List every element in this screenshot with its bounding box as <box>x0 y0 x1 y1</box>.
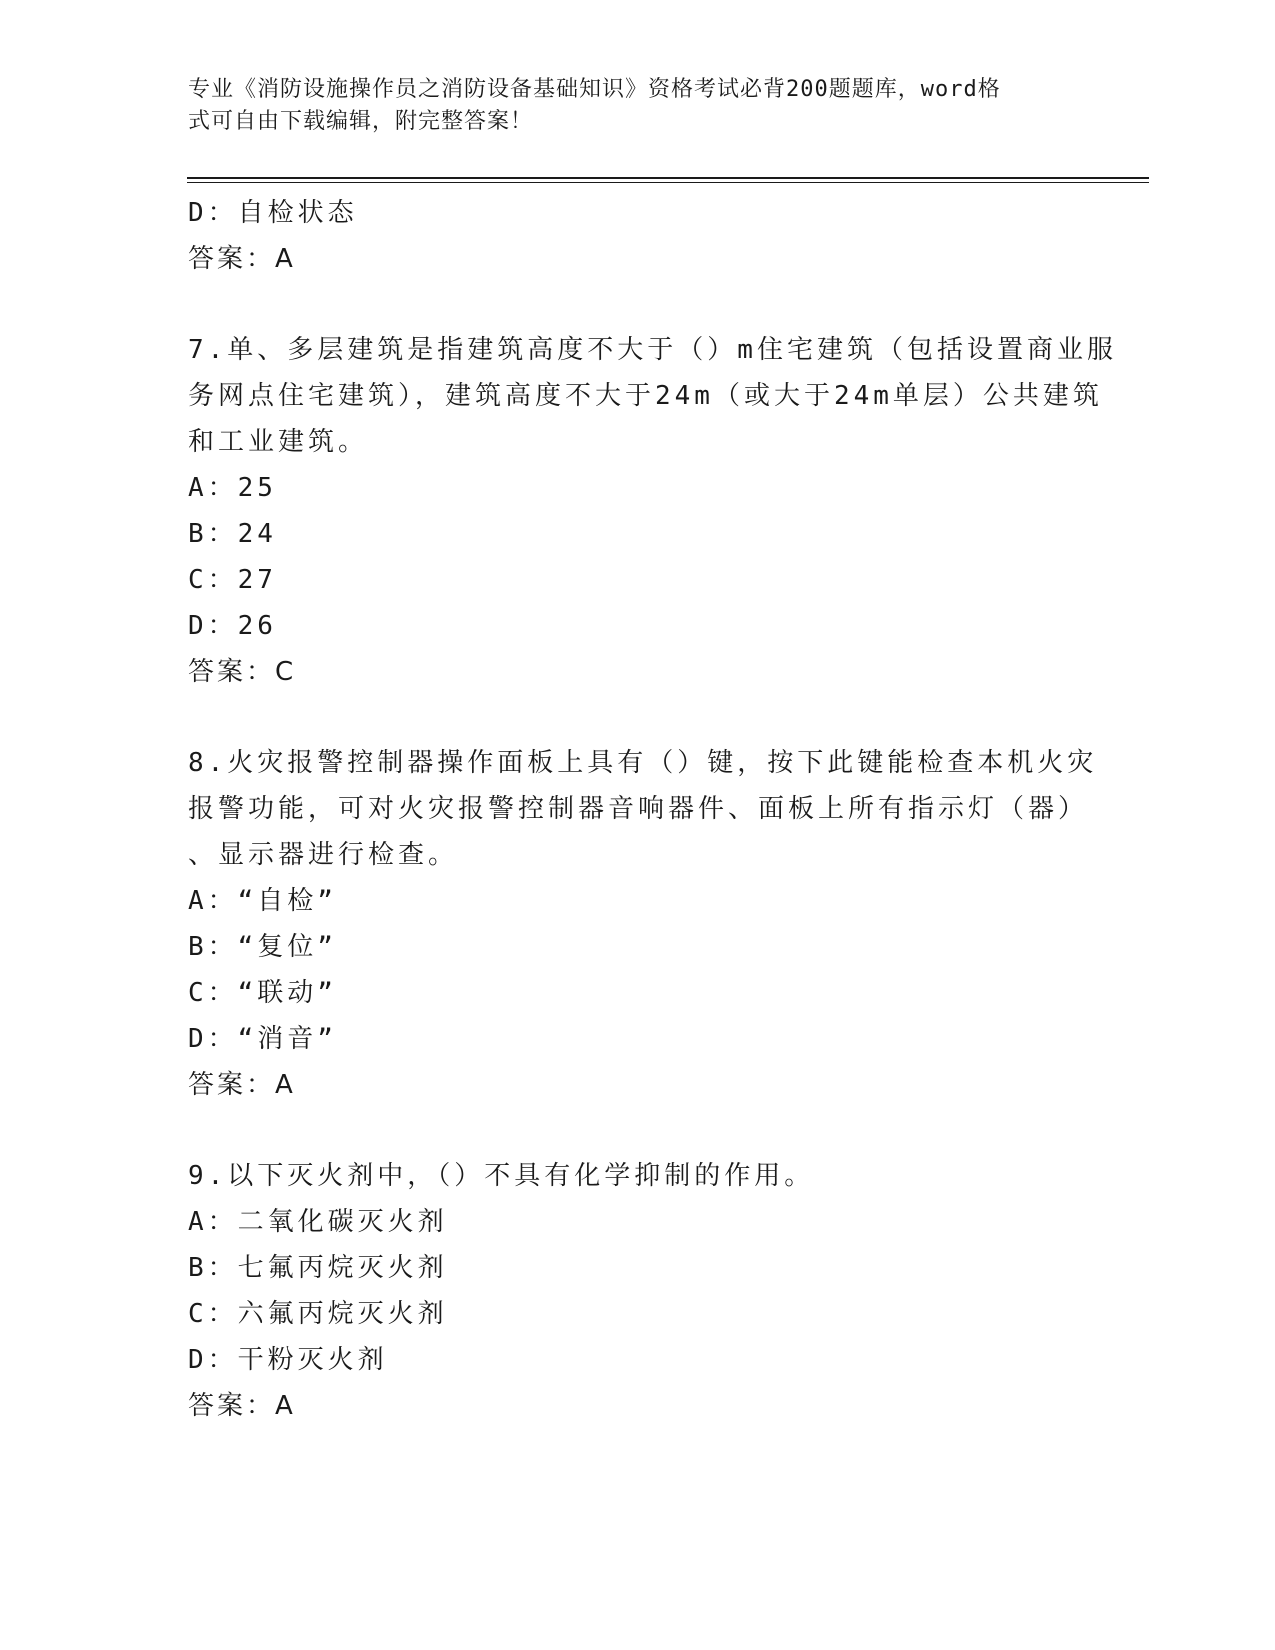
question-text-line: 9.以下灭火剂中，（）不具有化学抑制的作用。 <box>188 1161 815 1191</box>
question-text-line: 和工业建筑。 <box>188 427 369 457</box>
header-divider-thick <box>187 177 1149 179</box>
option-c: C：“联动” <box>188 978 337 1008</box>
answer: 答案：C <box>188 657 297 687</box>
header-line-2: 式可自由下载编辑，附完整答案！ <box>188 109 534 134</box>
answer: 答案：A <box>188 244 296 274</box>
option-a: A：25 <box>188 473 277 503</box>
question-text-line: 7.单、多层建筑是指建筑高度不大于（）m住宅建筑（包括设置商业服 <box>188 335 1117 365</box>
option-d: D：“消音” <box>188 1024 337 1054</box>
header-divider-thin <box>187 182 1149 183</box>
option-a: A：二氧化碳灭火剂 <box>188 1207 448 1237</box>
question-text-line: 务网点住宅建筑），建筑高度不大于24m（或大于24m单层）公共建筑 <box>188 381 1103 411</box>
question-list <box>188 190 1117 1429</box>
question-8 <box>188 740 1098 1108</box>
option-a: A：“自检” <box>188 886 337 916</box>
answer: 答案：A <box>188 1391 296 1421</box>
option-d: D：干粉灭火剂 <box>188 1345 388 1375</box>
question-7 <box>188 327 1117 695</box>
option-d: D：自检状态 <box>188 198 358 228</box>
question-9 <box>188 1153 1088 1429</box>
option-d: D：26 <box>188 611 277 641</box>
option-c: C：六氟丙烷灭火剂 <box>188 1299 448 1329</box>
document-header <box>188 74 1088 138</box>
answer: 答案：A <box>188 1070 296 1100</box>
option-b: B：24 <box>188 519 277 549</box>
question-text-line: 8.火灾报警控制器操作面板上具有（）键，按下此键能检查本机火灾 <box>188 748 1098 778</box>
header-line-1: 专业《消防设施操作员之消防设备基础知识》资格考试必背200题题库，word格 <box>188 77 1001 102</box>
option-b: B：“复位” <box>188 932 337 962</box>
question-6-tail <box>188 190 1088 282</box>
question-text-line: 、显示器进行检查。 <box>188 840 459 870</box>
option-c: C：27 <box>188 565 277 595</box>
question-text-line: 报警功能，可对火灾报警控制器音响器件、面板上所有指示灯（器） <box>188 794 1089 824</box>
option-b: B：七氟丙烷灭火剂 <box>188 1253 448 1283</box>
